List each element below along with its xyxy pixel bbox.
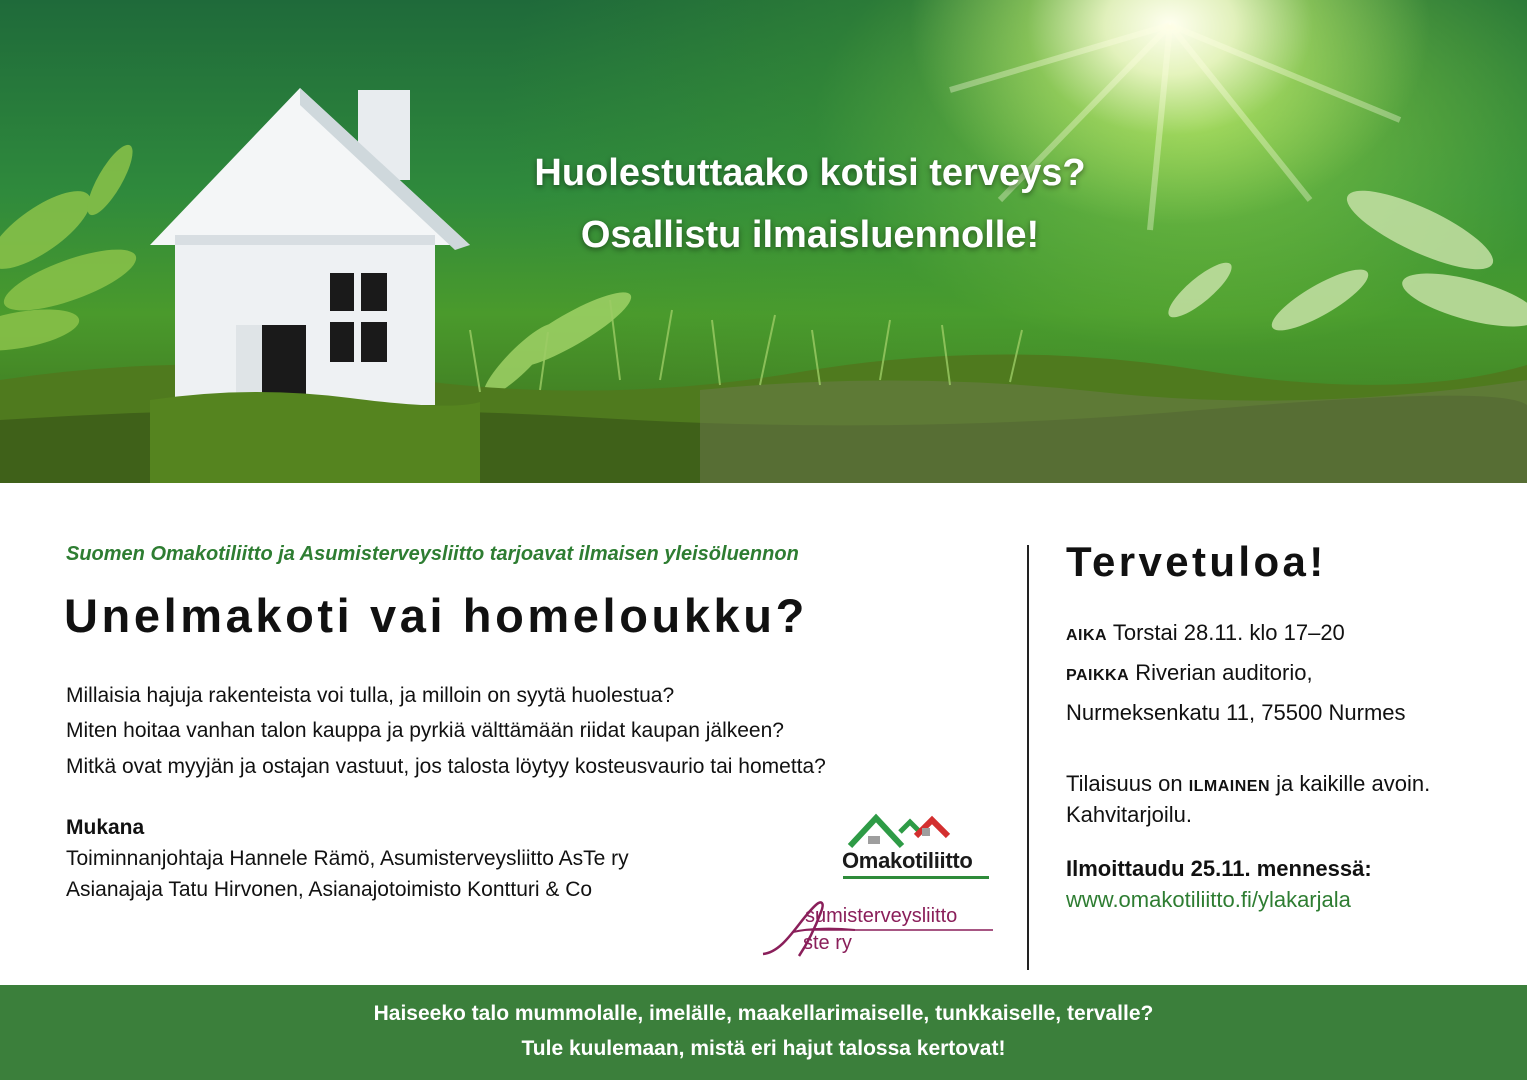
welcome-heading: Tervetuloa!	[1066, 538, 1327, 585]
free-post: ja kaikille avoin.	[1270, 771, 1431, 796]
participant-2: Asianajaja Tatu Hirvonen, Asianajotoimisto Kontturi & Co	[66, 878, 593, 901]
mukana-label: Mukana	[66, 816, 145, 839]
register-deadline: Ilmoittaudu 25.11. mennessä:	[1066, 856, 1372, 881]
free-pre: Tilaisuus on	[1066, 771, 1189, 796]
register-url[interactable]: www.omakotiliitto.fi/ylakarjala	[1066, 887, 1351, 912]
question-3: Mitkä ovat myyjän ja ostajan vastuut, jos talosta löytyy kosteusvaurio tai hometta?	[66, 755, 826, 778]
hero-headline-line1: Huolestuttaako kotisi terveys?	[534, 152, 1086, 194]
band-line-2: Tule kuulemaan, mistä eri hajut talossa kertovat!	[521, 1037, 1006, 1060]
column-divider	[1027, 545, 1029, 970]
bottom-band	[0, 985, 1527, 1080]
question-1: Millaisia hajuja rakenteista voi tulla, ja milloin on syytä huolestua?	[66, 684, 675, 707]
address: Nurmeksenkatu 11, 75500 Nurmes	[1066, 700, 1406, 725]
aste-logo-line2: ste ry	[803, 932, 852, 954]
lecture-title: Unelmakoti vai homeloukku?	[64, 589, 808, 642]
band-line-1: Haiseeko talo mummolalle, imelälle, maakellarimaiselle, tunkkaiselle, tervalle?	[373, 1002, 1154, 1025]
fern-left	[0, 139, 143, 358]
place-info	[1066, 660, 1313, 686]
fern-center	[476, 281, 638, 404]
question-2: Miten hoitaa vanhan talon kauppa ja pyrkiä välttämään riidat kaupan jälkeen?	[66, 719, 784, 742]
time-value: Torstai 28.11. klo 17–20	[1112, 620, 1345, 645]
participant-1: Toiminnanjohtaja Hannele Rämö, Asumisterveysliitto AsTe ry	[66, 847, 629, 870]
aste-logo-line1: sumisterveysliitto	[805, 905, 958, 927]
hero-image	[0, 0, 1527, 483]
place-value: Riverian auditorio,	[1135, 660, 1313, 685]
intro-text: Suomen Omakotiliitto ja Asumisterveysliitto tarjoavat ilmaisen yleisöluennon	[66, 543, 799, 565]
time-info	[1066, 620, 1345, 646]
time-label: AIKA	[1066, 627, 1108, 644]
omakotiliitto-logo-text: Omakotiliitto	[842, 848, 973, 873]
free-word: ILMAINEN	[1188, 778, 1271, 795]
coffee-notice: Kahvitarjoilu.	[1066, 802, 1192, 827]
omakotiliitto-logo-underline	[843, 876, 989, 879]
free-notice	[1066, 771, 1430, 797]
hero-headline-line2: Osallistu ilmaisluennolle!	[580, 214, 1040, 256]
place-label: PAIKKA	[1066, 667, 1130, 684]
